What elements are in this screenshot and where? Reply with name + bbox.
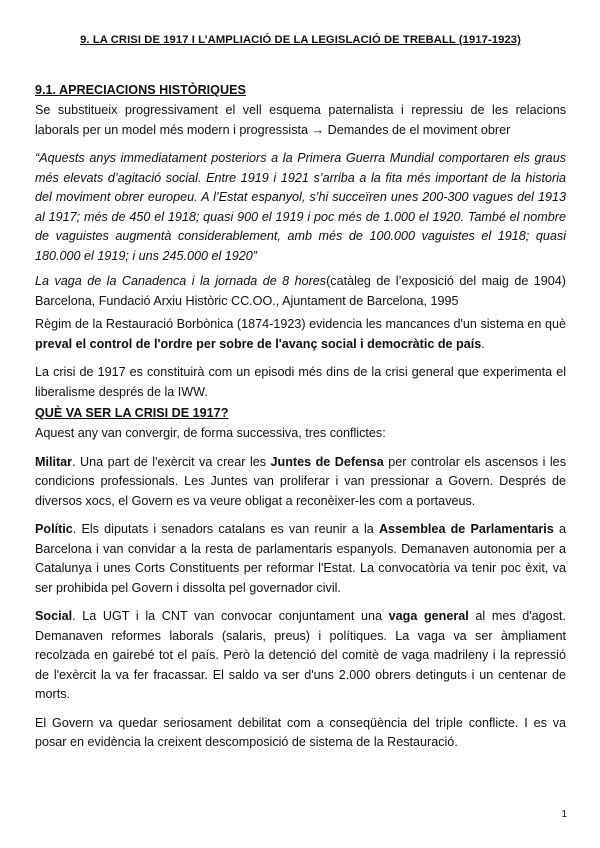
crisis-paragraph: La crisi de 1917 es constituirà com un episodi més dins de la crisi general que experimenta el liberalisme després de la IWW. (35, 365, 566, 399)
regime-end: . (481, 336, 485, 351)
source-paragraph (35, 272, 566, 311)
politic-bold: Assemblea de Parlamentaris (378, 522, 554, 536)
social-paragraph (35, 607, 566, 705)
social-bold: vaga general (388, 609, 469, 623)
social-label: Social (35, 609, 73, 623)
source-title: La vaga de la Canadenca i la jornada de 8 hores (35, 274, 327, 288)
regime-text: Règim de la Restauració Borbònica (1874-1923) evidencia les mancances d'un sistema en què (35, 317, 566, 331)
section-heading: 9.1. APRECIACIONS HISTÒRIQUES (35, 83, 246, 97)
politic-label: Polític (35, 522, 73, 536)
arrow-right-icon: → (311, 122, 325, 137)
regime-bold: preval el control de l'ordre per sobre de l'avanç social i democràtic de país (35, 336, 482, 351)
intro-end: Demandes de el moviment obrer (324, 122, 511, 137)
social-text1: . La UGT i la CNT van convocar conjuntament una (72, 609, 389, 623)
intro-text: Se substitueix progressivament el vell esquema paternalista i repressiu de les relacions laborals per un model més modern i progressista (35, 103, 566, 137)
regime-paragraph (35, 315, 566, 354)
militar-label: Militar (35, 454, 73, 469)
politic-paragraph (35, 520, 566, 598)
document-page (35, 34, 566, 762)
source-rest: (catàleg de l’exposició del maig de 1904) Barcelona, Fundació Arxiu Històric CC.OO., Ajuntament de Barcelona, 1995 (35, 274, 566, 308)
page-number: 1 (561, 809, 567, 820)
intro-paragraph (35, 101, 566, 140)
document-title: 9. LA CRISI DE 1917 I L’AMPLIACIÓ DE LA LEGISLACIÓ DE TREBALL (1917-1923) (80, 34, 521, 46)
militar-bold: Juntes de Defensa (270, 454, 384, 469)
conclusion-paragraph: El Govern va quedar seriosament debilitat com a conseqüència del triple conflicte. I es va posar en evidència la creixent descomposició de sistema de la Restauració. (35, 715, 566, 749)
militar-paragraph (35, 453, 566, 512)
militar-text1: . Una part de l'exèrcit va crear les (72, 454, 271, 469)
converge-paragraph: Aquest any van convergir, de forma successiva, tres conflictes: (35, 426, 386, 440)
social-text2: al mes d'agost. Demanaven reformes laborals (salaris, preus) i polítiques. La vaga va ser àmpliament recolzada en gairebé tot el país. Però la detenció del comitè de vaga madrileny i la repressió de l'exèrcit la va fer fracassar. El saldo va ser d'uns 2.000 obrers detinguts i un centenar de morts. (35, 609, 566, 701)
quote-paragraph: “Aquests anys immediatament posteriors a la Primera Guerra Mundial comportaren els graus més elevats d’agitació social. Entre 1919 i 1921 s’arriba a la fita més important de la historia del moviment obrer europeu. A l’Estat espanyol, s’hi succeïren unes 200-300 vagues del 1913 al 1917; més de 450 el 1918; quasi 900 el 1919 i poc més de 1.000 el 1920. També el nombre de vaguistes augmentà considerablement, amb més de 100.000 vaguistes el 1918; quasi 180.000 el 1919; i uns 245.000 el 1920” (35, 151, 566, 263)
politic-text1: . Els diputats i senadors catalans es van reunir a la (72, 522, 379, 536)
subsection-heading: QUÈ VA SER LA CRISI DE 1917? (35, 406, 229, 420)
politic-text2: a Barcelona i van convidar a la resta de parlamentaris espanyols. Demanaven autonomia per a Catalunya i unes Corts Constituents per reformar l'Estat. La convocatòria va tenir poc èxit, va ser prohibida pel Govern i dissolta pel governador civil. (35, 522, 566, 595)
militar-text2: per controlar els ascensos i les condicions professionals. Les Juntes van proliferar i van pressionar a Govern. Després de diversos xocs, el Govern es va veure obligat a reconèixer-les com a portaveus. (35, 454, 566, 508)
